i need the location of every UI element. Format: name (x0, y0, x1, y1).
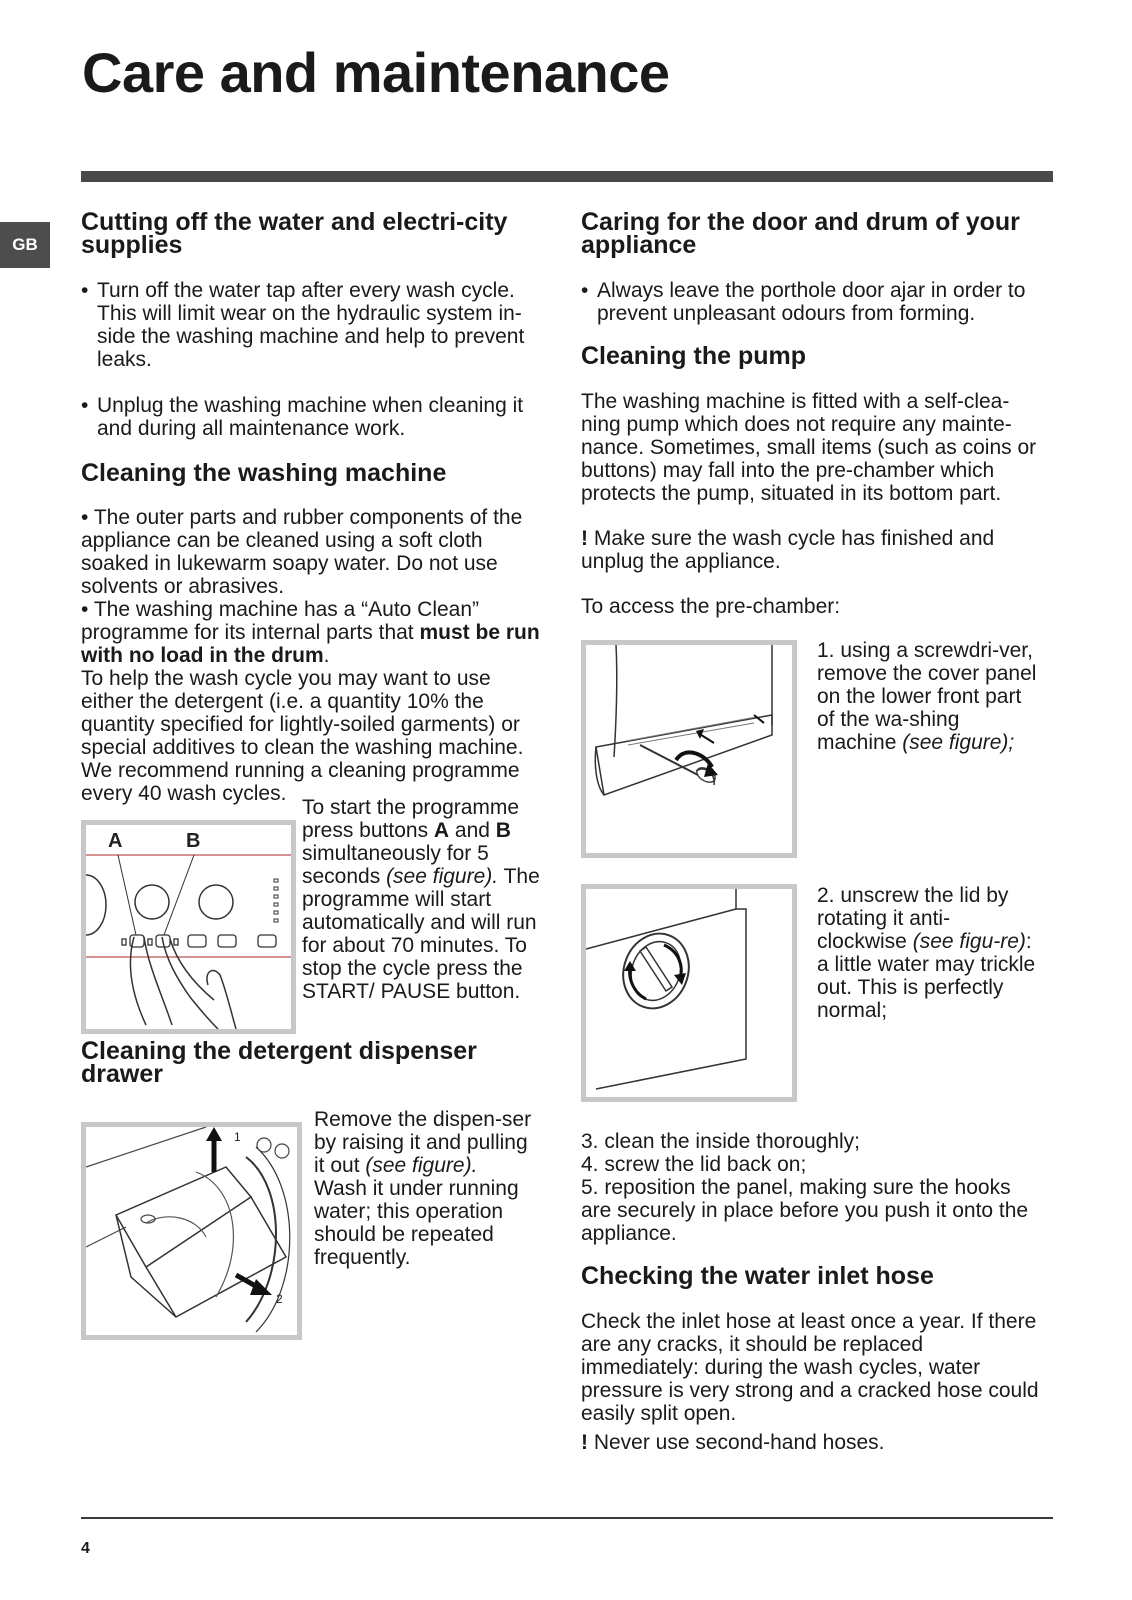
pump-step-4: 4. screw the lid back on; (581, 1153, 807, 1176)
warning-text: ! Never use second-hand hoses. (581, 1431, 885, 1454)
list-item: • Always leave the porthole door ajar in order to prevent unpleasant odours from forming. (581, 279, 1026, 325)
pump-lid-illustration (586, 889, 792, 1097)
bullet-icon: • (581, 279, 589, 302)
control-panel-figure (81, 820, 296, 1034)
bullet-icon: • (81, 394, 89, 417)
section-title-door-drum: Caring for the door and drum of your appliance (581, 208, 1020, 259)
paragraph: The washing machine is fitted with a self-clea-ning pump which does not require any mainte-nance. Sometimes, small items (such as coins or buttons) may fall into the pre-chamber which protects the pump, situated in its bottom part. (581, 390, 1037, 505)
section-title-dispenser: Cleaning the detergent dispenser drawer (81, 1037, 477, 1088)
paragraph: To help the wash cycle you may want to use either the detergent (i.e. a quantity 10% the quantity specified for lightly-soiled garments) or special additives to clean the washing machine. We recommend running a cleaning programme every 40 wash cycles. (81, 667, 524, 805)
section-title-supplies: Cutting off the water and electri-city supplies (81, 208, 508, 259)
paragraph: • The washing machine has a “Auto Clean” programme for its internal parts that must be run with no load in the drum. (81, 598, 540, 667)
auto-clean-instructions: To start the programme press buttons A and B simultaneously for 5 seconds (see figure). The programme will start automatically and will run for about 70 minutes. To stop the cycle press the START/ PAUSE button. (302, 796, 540, 1003)
section-title-inlet-hose: Checking the water inlet hose (581, 1262, 934, 1290)
pump-step-2: 2. unscrew the lid by rotating it anti-clockwise (see figu-re): a little water may trickle out. This is perfectly normal; (817, 884, 1036, 1022)
pump-step-5: 5. reposition the panel, making sure the hooks are securely in place before you push it onto the appliance. (581, 1176, 1029, 1245)
right-column (581, 208, 1046, 618)
cover-panel-figure (581, 640, 797, 858)
list-item: • Turn off the water tap after every wash cycle. This will limit wear on the hydraulic system in-side the washing machine and help to prevent leaks. (81, 279, 525, 371)
dispenser-illustration (86, 1127, 297, 1335)
section-title-pump: Cleaning the pump (581, 342, 806, 370)
left-column (81, 208, 541, 805)
cover-panel-illustration (586, 645, 792, 853)
step-2-label: 2 (276, 1292, 283, 1306)
paragraph: Check the inlet hose at least once a year. If there are any cracks, it should be replaced immediately: during the wash cycles, water pressure is very strong and a cracked hose could easily split open. (581, 1310, 1039, 1425)
dispenser-figure (81, 1122, 302, 1340)
warning-icon: ! (581, 1431, 588, 1454)
page-number: 4 (81, 1540, 90, 1557)
warning-icon: ! (581, 527, 588, 550)
pump-step-3: 3. clean the inside thoroughly; (581, 1130, 861, 1153)
step-1-label: 1 (234, 1130, 241, 1144)
language-tab: GB (0, 222, 50, 268)
page-title: Care and maintenance (82, 41, 670, 104)
header-rule (81, 171, 1053, 182)
warning-text: ! Make sure the wash cycle has finished and unplug the appliance. (581, 527, 995, 573)
bullet-icon: • (81, 279, 89, 302)
paragraph: • The outer parts and rubber components of the appliance can be cleaned using a soft cloth soaked in lukewarm soapy water. Do not use solvents or abrasives. (81, 506, 523, 598)
pump-lid-figure (581, 884, 797, 1102)
right-column-lower (581, 1130, 1046, 1454)
label-b: B (186, 830, 201, 852)
label-a: A (108, 830, 123, 852)
footer-rule (81, 1517, 1053, 1519)
paragraph: To access the pre-chamber: (581, 595, 841, 618)
list-item: • Unplug the washing machine when cleaning it and during all maintenance work. (81, 394, 524, 440)
section-title-washing-machine: Cleaning the washing machine (81, 459, 447, 487)
dispenser-instructions: Remove the dispen-ser by raising it and pulling it out (see figure). Wash it under running water; this operation should be repeated frequently. (314, 1108, 532, 1269)
pump-step-1: 1. using a screwdri-ver, remove the cover panel on the lower front part of the wa-shing machine (see figure); (817, 639, 1037, 754)
control-panel-illustration (86, 825, 291, 1029)
